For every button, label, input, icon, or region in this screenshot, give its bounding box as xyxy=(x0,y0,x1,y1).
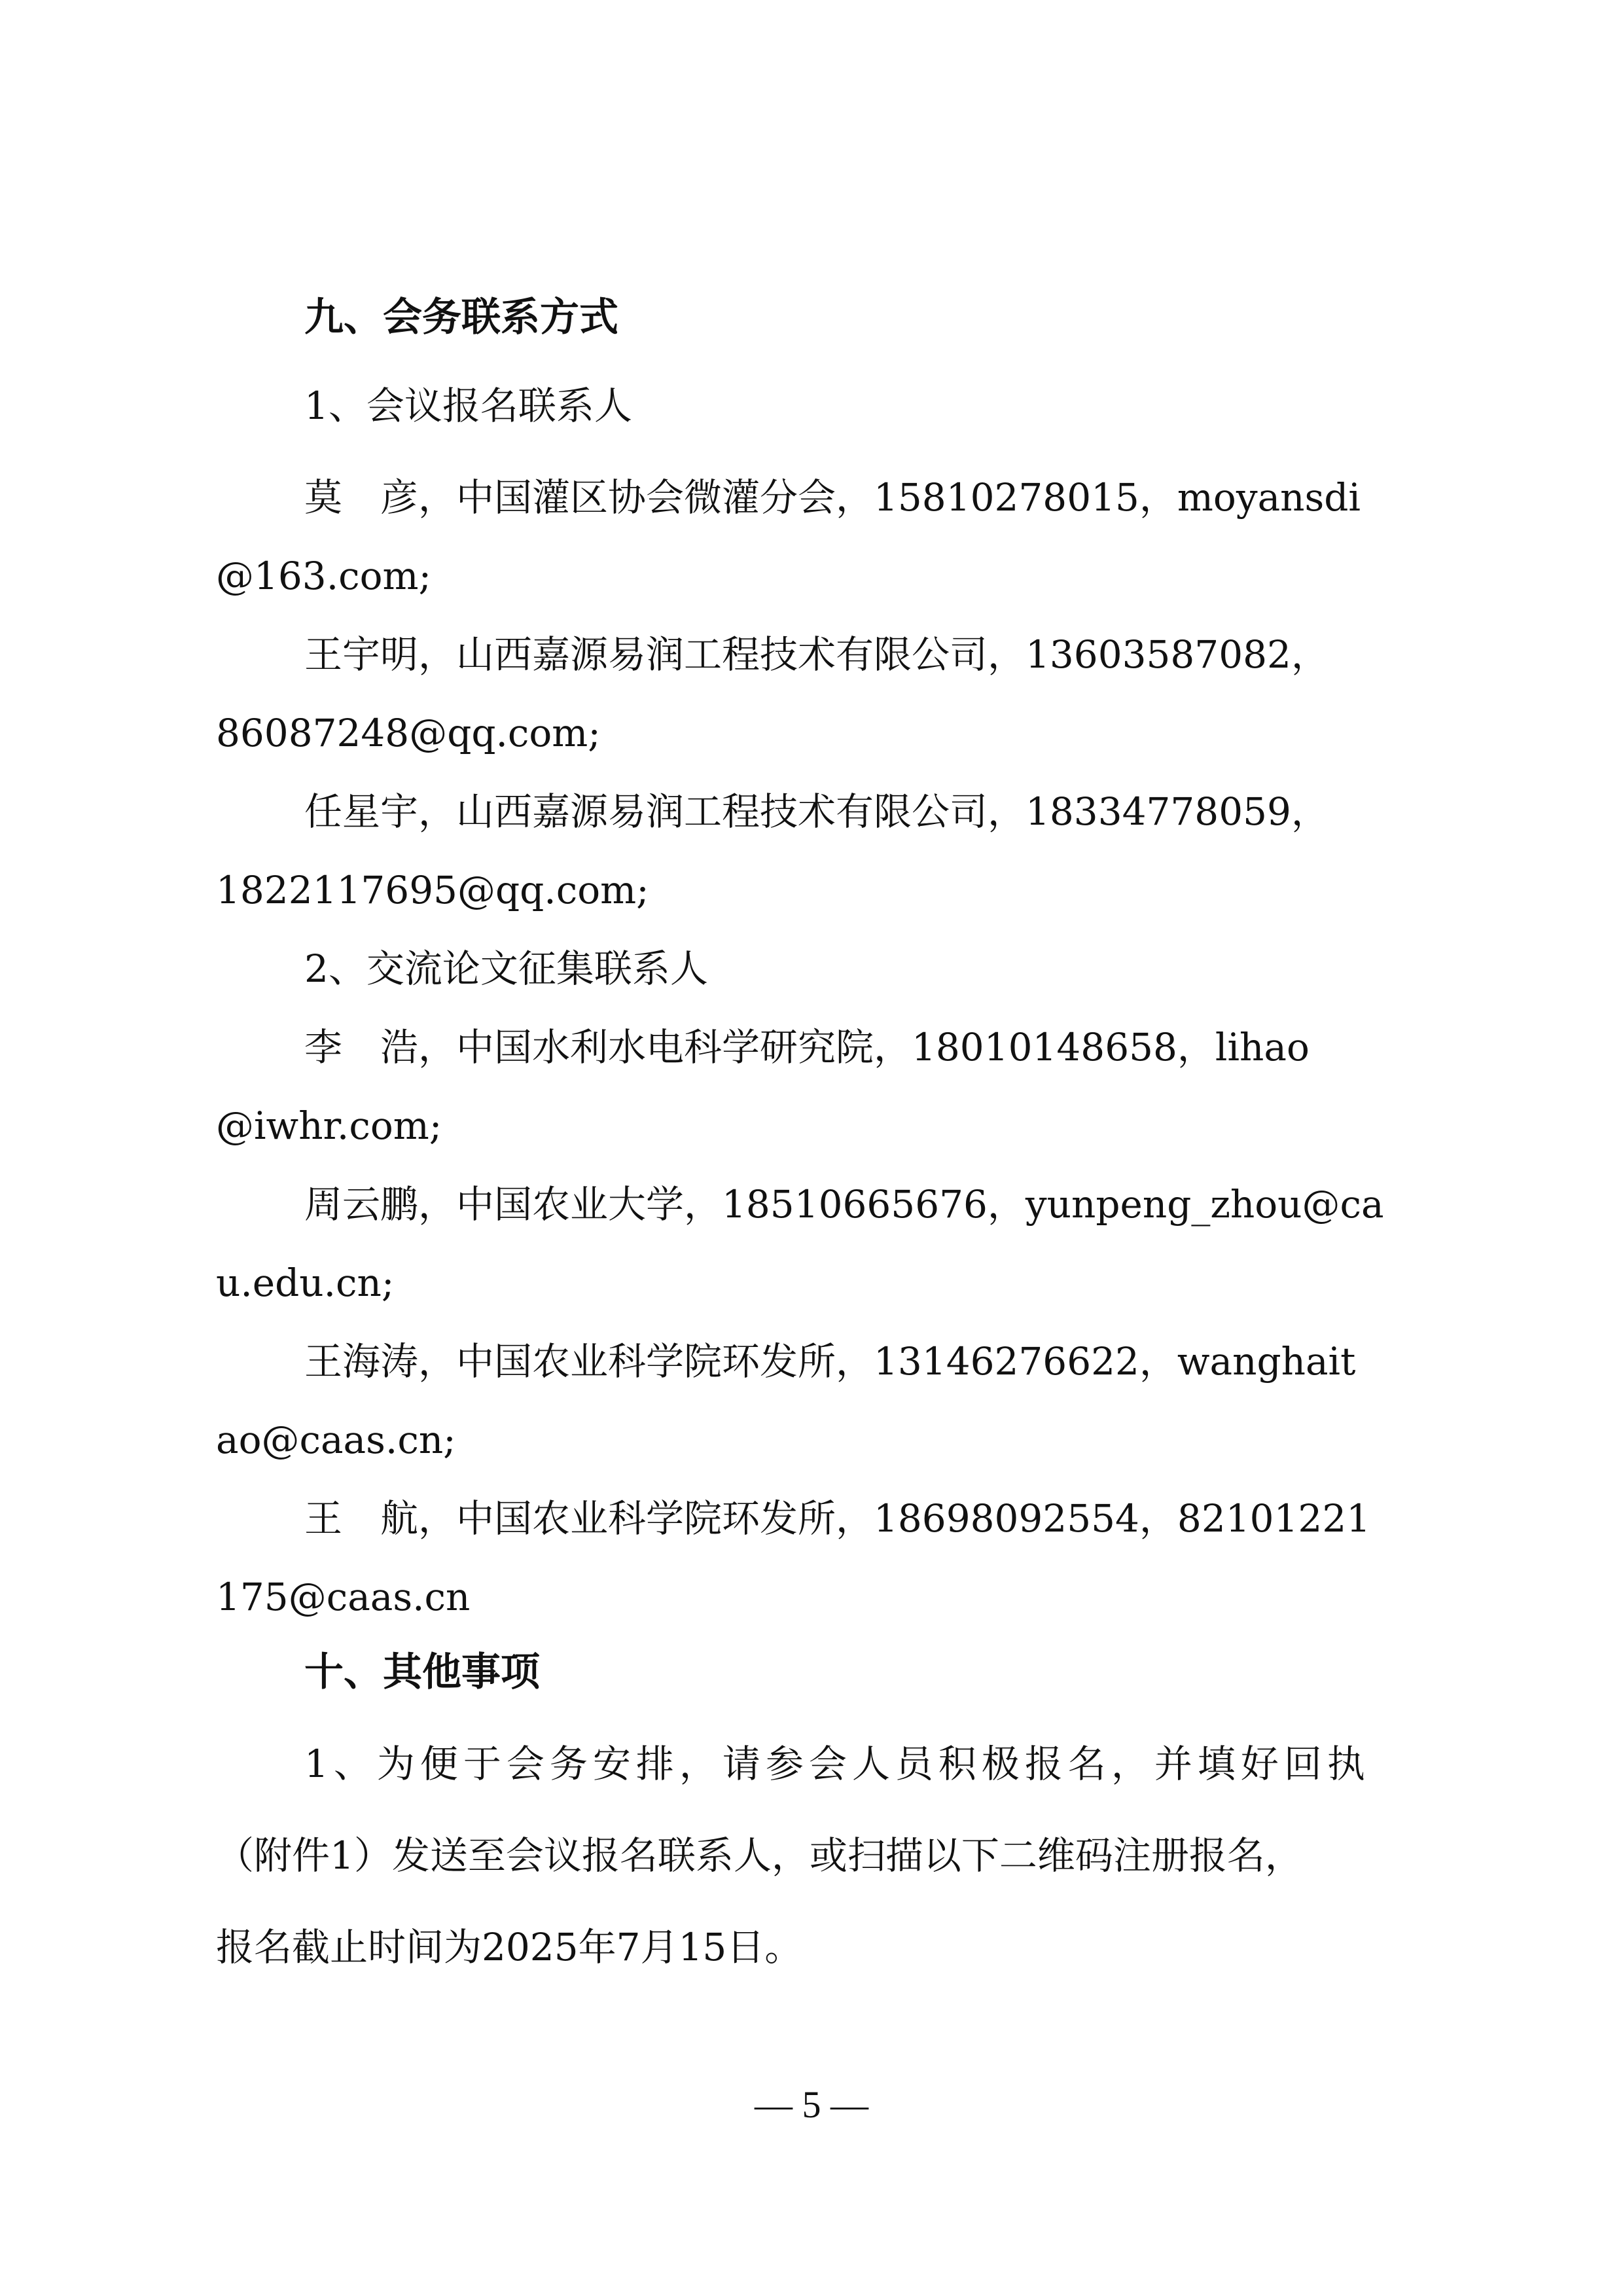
contact-ren-xingyu-line1: 任星宇，山西嘉源易润工程技术有限公司，18334778059， xyxy=(304,789,1329,834)
contact-zhou-yunpeng-line1: 周云鹏，中国农业大学，18510665676，yunpeng_zhou@ca xyxy=(304,1182,1384,1227)
contact-li-hao-line2: @iwhr.com; xyxy=(216,1103,442,1148)
paper-contacts-title: 2、交流论文征集联系人 xyxy=(304,946,708,991)
contact-wang-hang-line1: 王 航，中国农业科学院环发所，18698092554，82101221 xyxy=(304,1496,1371,1541)
contact-wang-haitao-line2: ao@caas.cn; xyxy=(216,1418,456,1462)
other-item1-line1: 1、为便于会务安排，请参会人员积极报名，并填好回执 xyxy=(304,1742,1370,1786)
contact-mo-yan-line2: @163.com; xyxy=(216,554,432,598)
contact-wang-hang-line2: 175@caas.cn xyxy=(216,1575,471,1619)
other-item1-line3: 报名截止时间为2025年7月15日。 xyxy=(216,1925,803,1969)
contact-mo-yan-line1: 莫 彦，中国灌区协会微灌分会，15810278015，moyansdi xyxy=(304,475,1361,520)
contact-wang-yuming-line1: 王宇明，山西嘉源易润工程技术有限公司，13603587082， xyxy=(304,632,1329,677)
contact-li-hao-line1: 李 浩，中国水利水电科学研究院，18010148658，lihao xyxy=(304,1025,1310,1069)
section-heading-other-matters: 十、其他事项 xyxy=(304,1649,540,1695)
section-heading-contact: 九、会务联系方式 xyxy=(304,295,618,340)
page-number: — 5 — xyxy=(755,2083,868,2126)
registration-contacts-title: 1、会议报名联系人 xyxy=(304,384,632,428)
contact-wang-yuming-line2: 86087248@qq.com; xyxy=(216,711,601,755)
contact-ren-xingyu-line2: 1822117695@qq.com; xyxy=(216,868,649,912)
contact-wang-haitao-line1: 王海涛，中国农业科学院环发所，13146276622，wanghait xyxy=(304,1339,1356,1384)
other-item1-line2: （附件1）发送至会议报名联系人，或扫描以下二维码注册报名， xyxy=(216,1833,1303,1878)
contact-zhou-yunpeng-line2: u.edu.cn; xyxy=(216,1261,395,1305)
